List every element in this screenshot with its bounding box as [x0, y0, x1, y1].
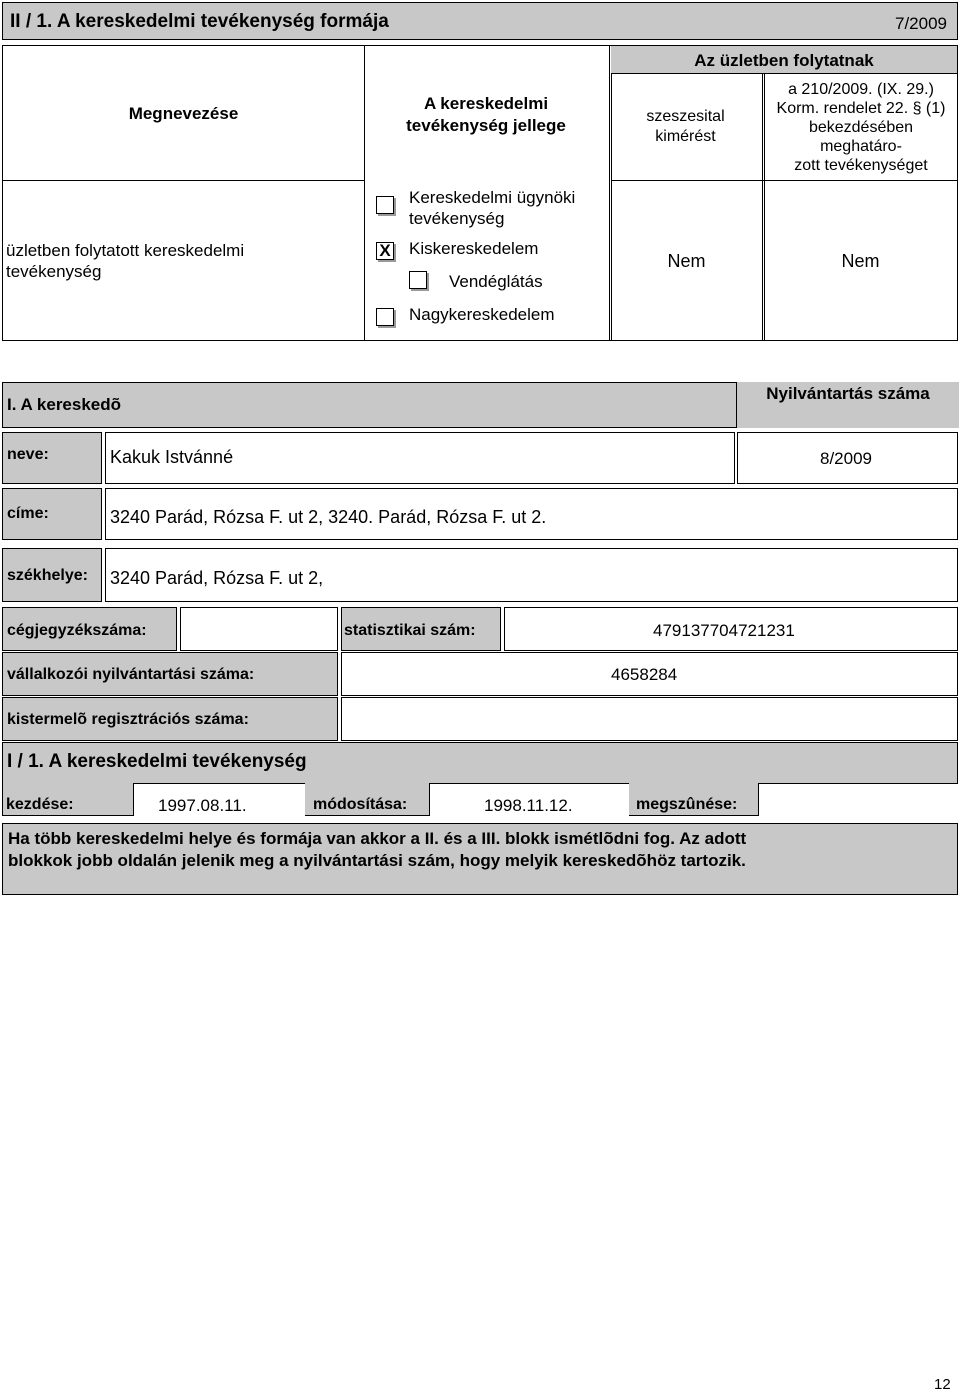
alcohol-value: Nem: [667, 251, 706, 271]
company-reg-value-cell: [180, 607, 338, 651]
end-label: megszûnése:: [636, 796, 738, 813]
reg-value: 8/2009: [820, 449, 872, 468]
checkbox-retail[interactable]: X: [376, 242, 394, 260]
producer-label-cell: [2, 697, 338, 741]
address-label: címe:: [7, 505, 49, 522]
row-name: üzletben folytatott kereskedelmi tevékenység: [6, 241, 245, 281]
stat-value: 479137704721231: [653, 621, 795, 640]
entrepreneur-label: vállalkozói nyilvántartási száma:: [7, 666, 255, 683]
seat-label-cell: [2, 548, 102, 602]
reg-header: Nyilvántartás száma: [766, 384, 930, 403]
producer-value-cell: [341, 697, 958, 741]
trader-section-title: I. A kereskedõ: [7, 395, 122, 414]
start-value-cell: [133, 783, 305, 816]
start-value: 1997.08.11.: [158, 796, 247, 815]
option-catering-label: Vendéglátás: [449, 272, 543, 291]
seat-label: székhelye:: [7, 567, 88, 584]
checkbox-agent[interactable]: [376, 196, 394, 214]
address-label-cell: [2, 488, 102, 540]
form-table: [2, 45, 958, 341]
reg-value-cell: [737, 432, 958, 484]
option-retail-label: Kiskereskedelem: [409, 239, 539, 258]
col-decree-header: [765, 80, 957, 175]
name-label: neve:: [7, 446, 49, 463]
note-box: [2, 823, 958, 895]
seat-value-cell: [105, 548, 958, 602]
start-label: kezdése:: [6, 796, 74, 813]
mod-label: módosítása:: [313, 796, 408, 813]
company-reg-label: cégjegyzékszáma:: [7, 622, 147, 639]
name-value-cell: [105, 432, 735, 484]
producer-label: kistermelõ regisztrációs száma:: [7, 711, 249, 728]
col-group-header: Az üzletben folytatnak: [694, 51, 874, 70]
activity-section-title: I / 1. A kereskedelmi tevékenység: [7, 751, 307, 772]
col-name-header: Megnevezése: [128, 104, 239, 123]
entrepreneur-value: 4658284: [611, 665, 678, 684]
decree-line-5: zott tevékenységet: [794, 157, 928, 174]
page-number: 12: [934, 1376, 951, 1393]
decree-line-4: meghatáro-: [820, 138, 902, 155]
entrepreneur-label-cell: [2, 652, 338, 696]
checkbox-catering[interactable]: [409, 271, 427, 289]
option-agent-label: Kereskedelmi ügynöki tevékenység: [409, 188, 576, 228]
mod-value-cell: [429, 783, 629, 816]
stat-label-cell: [341, 607, 501, 651]
mod-value: 1998.11.12.: [484, 796, 573, 815]
name-value: Kakuk Istvánné: [110, 447, 234, 467]
reg-header-cell: [736, 382, 959, 428]
col-alcohol-header: szeszesital kimérést: [646, 108, 725, 145]
decree-line-2: Korm. rendelet 22. § (1): [776, 100, 946, 117]
seat-value: 3240 Parád, Rózsa F. ut 2,: [110, 568, 324, 588]
trader-header-bar: [2, 382, 958, 428]
decree-line-1: a 210/2009. (IX. 29.): [788, 81, 934, 98]
note-text: Ha több kereskedelmi helye és formája van akkor a II. és a III. blokk ismétlõdni fog. Az adott blokkok jobb oldalán jelenik meg a nyilvántartási szám, hogy melyik kereskedõhöz tartozik.: [8, 829, 747, 870]
decree-value: Nem: [841, 251, 880, 271]
decree-line-3: bekezdésében: [808, 119, 914, 136]
end-value-cell: [758, 783, 958, 816]
col-nature-header: A kereskedelmi tevékenység jellege: [406, 94, 566, 135]
header-title: II / 1. A kereskedelmi tevékenység formája: [10, 11, 389, 32]
address-value-cell: [105, 488, 958, 540]
company-reg-label-cell: [2, 607, 177, 651]
name-label-cell: [2, 432, 102, 484]
header-bar: [2, 2, 958, 40]
checkbox-wholesale[interactable]: [376, 308, 394, 326]
option-wholesale-label: Nagykereskedelem: [409, 305, 555, 324]
stat-value-cell: [504, 607, 958, 651]
address-value: 3240 Parád, Rózsa F. ut 2, 3240. Parád, Rózsa F. ut 2.: [110, 507, 547, 527]
entrepreneur-value-cell: [341, 652, 958, 696]
stat-label: statisztikai szám:: [344, 622, 476, 639]
header-number: 7/2009: [895, 14, 947, 33]
